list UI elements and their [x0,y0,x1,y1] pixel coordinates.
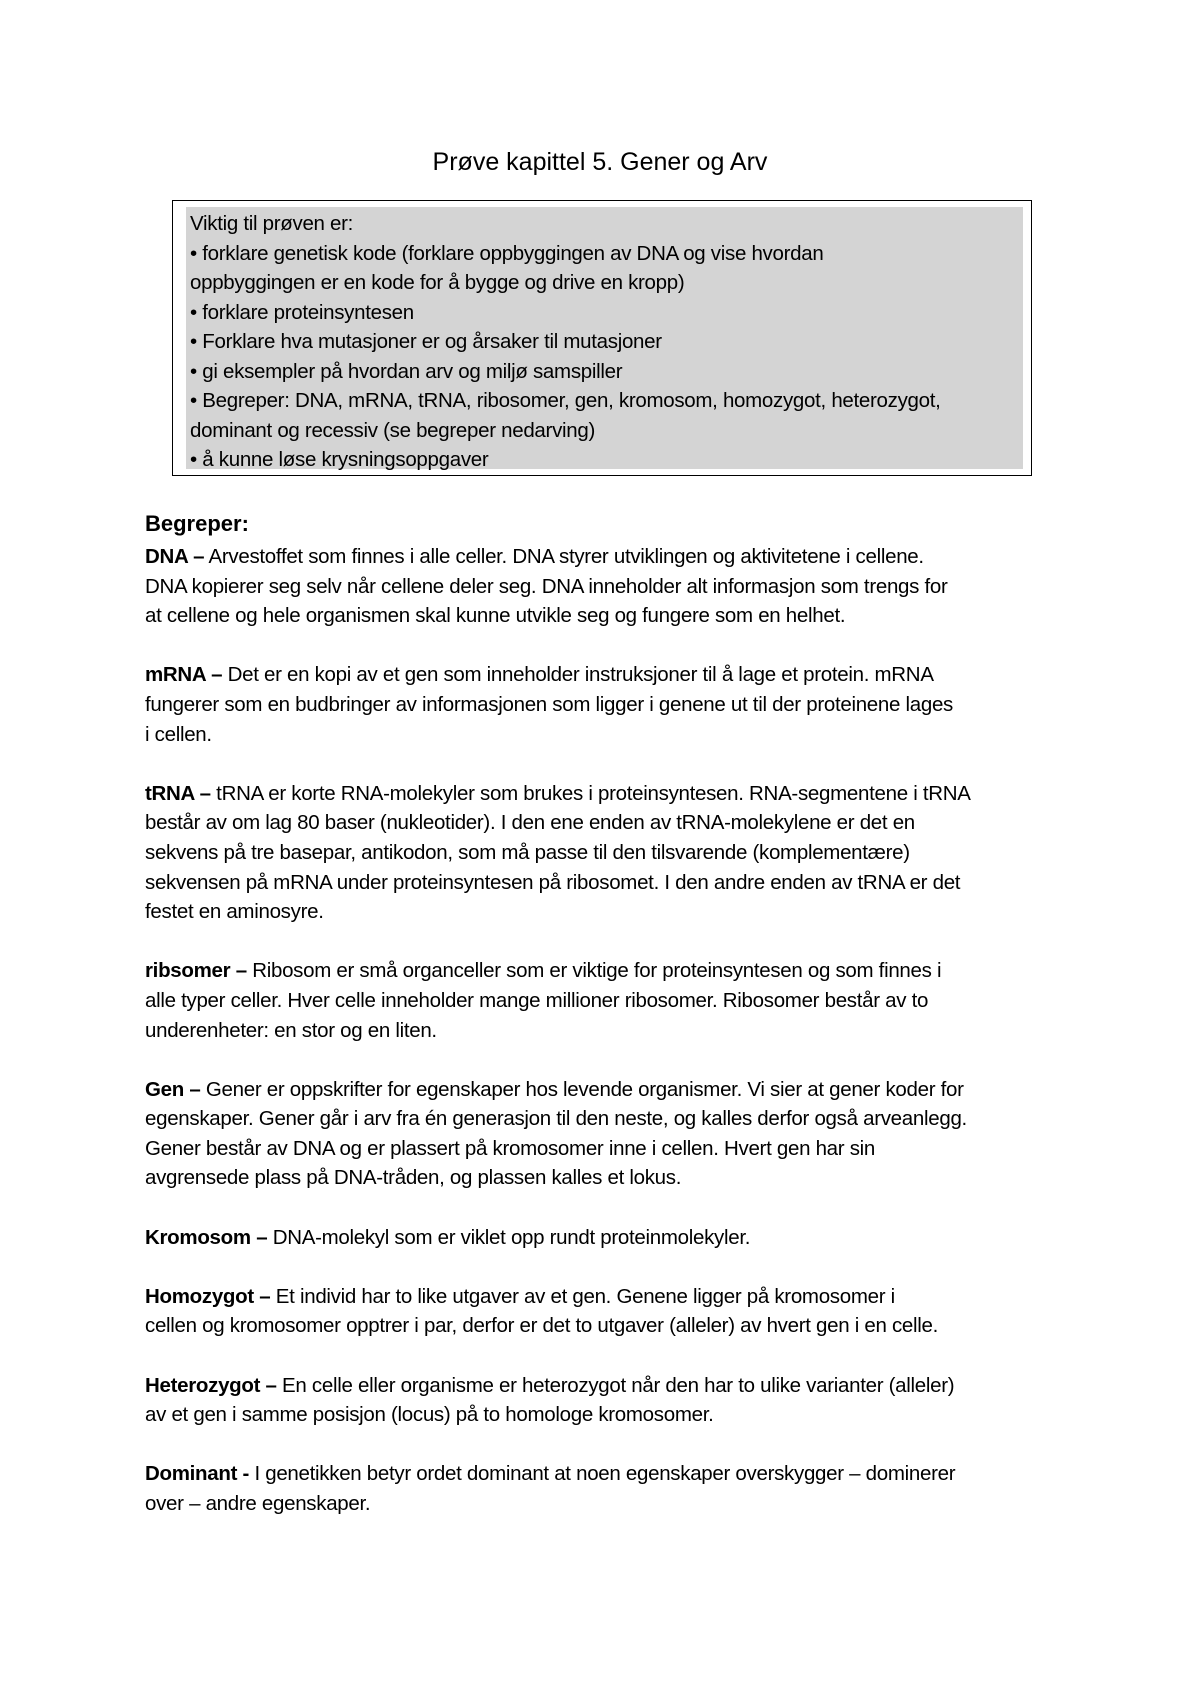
term-text: over – andre egenskaper. [145,1492,371,1515]
term-text: DNA kopierer seg selv når cellene deler seg. DNA inneholder alt informasjon som trengs for [145,574,948,598]
term-ribosomer [145,956,1075,1045]
term-text: cellen og kromosomer opptrer i par, derfor er det to utgaver (alleler) av hvert gen i en celle. [145,1314,939,1338]
term-text: DNA-molekyl som er viklet opp rundt proteinmolekyler. [267,1225,751,1249]
term-text: at cellene og hele organismen skal kunne utvikle seg og fungere som en helhet. [145,604,846,628]
term-text: avgrensede plass på DNA-tråden, og plassen kalles et lokus. [145,1166,682,1190]
term-text: sekvens på tre basepar, antikodon, som må passe til den tilsvarende (komplementære) [145,840,910,864]
important-box-line: • Forklare hva mutasjoner er og årsaker til mutasjoner [190,330,662,353]
term-text: Gener er oppskrifter for egenskaper hos levende organismer. Vi sier at gener koder for [200,1077,964,1101]
term-label: Kromosom – [145,1225,268,1249]
term-dna [145,542,1075,631]
term-label: Gen – [145,1077,201,1101]
term-text: Ribosom er små organceller som er viktige for proteinsyntesen og som finnes i [246,959,942,983]
term-label: ribsomer – [145,959,247,983]
term-gen [145,1075,1075,1193]
term-text: Det er en kopi av et gen som inneholder instruksjoner til å lage et protein. mRNA [222,663,934,687]
important-box-line: • Begreper: DNA, mRNA, tRNA, ribosomer, gen, kromosom, homozygot, heterozygot, [190,389,941,412]
term-text: av et gen i samme posisjon (locus) på to homologe kromosomer. [145,1403,714,1427]
important-box-line: • gi eksempler på hvordan arv og miljø samspiller [190,359,623,383]
important-box-line: dominant og recessiv (se begreper nedarving) [190,418,595,442]
term-label: tRNA – [145,781,211,805]
important-box-content [186,207,1023,469]
term-text: tRNA er korte RNA-molekyler som brukes i proteinsyntesen. RNA-segmentene i tRNA [210,781,971,805]
term-text: sekvensen på mRNA under proteinsyntesen på ribosomet. I den andre enden av tRNA er det [145,870,961,894]
term-text: Arvestoffet som finnes i alle celler. DNA styrer utviklingen og aktivitetene i cellene. [204,545,924,568]
term-text: i cellen. [145,722,212,746]
term-text: Et individ har to like utgaver av et gen. Genene ligger på kromosomer i [270,1284,895,1308]
term-text: Gener består av DNA og er plassert på kromosomer inne i cellen. Hvert gen har sin [145,1136,875,1160]
term-label: DNA – [145,545,205,568]
term-label: Homozygot – [145,1284,271,1308]
section-heading: Begreper: [145,511,249,536]
important-box-line: oppbyggingen er en kode for å bygge og drive en kropp) [190,271,685,294]
term-text: underenheter: en stor og en liten. [145,1018,437,1042]
term-label: Heterozygot – [145,1373,277,1397]
term-dominant [145,1459,1075,1518]
important-box-line: • forklare genetisk kode (forklare oppbyggingen av DNA og vise hvordan [190,241,824,265]
important-box-line: • å kunne løse krysningsoppgaver [190,448,489,471]
term-homozygot [145,1282,1075,1341]
term-text: alle typer celler. Hver celle inneholder mange millioner ribosomer. Ribosomer består av to [145,988,929,1012]
important-box [172,200,1032,476]
term-heterozygot [145,1371,1075,1430]
term-label: Dominant - [145,1462,250,1486]
important-box-heading: Viktig til prøven er: [190,212,354,235]
term-label: mRNA – [145,663,223,687]
term-trna [145,779,1075,927]
term-text: I genetikken betyr ordet dominant at noen egenskaper overskygger – dominerer [249,1462,956,1486]
term-mrna [145,660,1075,749]
term-text: festet en aminosyre. [145,900,324,924]
important-box-line: • forklare proteinsyntesen [190,300,414,324]
term-kromosom [145,1223,1075,1253]
document-title: Prøve kapittel 5. Gener og Arv [432,148,768,176]
term-text: fungerer som en budbringer av informasjonen som ligger i genene ut til der proteinene lages [145,692,954,716]
term-text: består av om lag 80 baser (nukleotider). I den ene enden av tRNA-molekylene er det en [145,811,915,835]
term-text: egenskaper. Gener går i arv fra én generasjon til den neste, og kalles derfor også arveanlegg. [145,1107,967,1131]
term-text: En celle eller organisme er heterozygot når den har to ulike varianter (alleler) [276,1373,955,1397]
concepts-section [145,508,1075,1548]
